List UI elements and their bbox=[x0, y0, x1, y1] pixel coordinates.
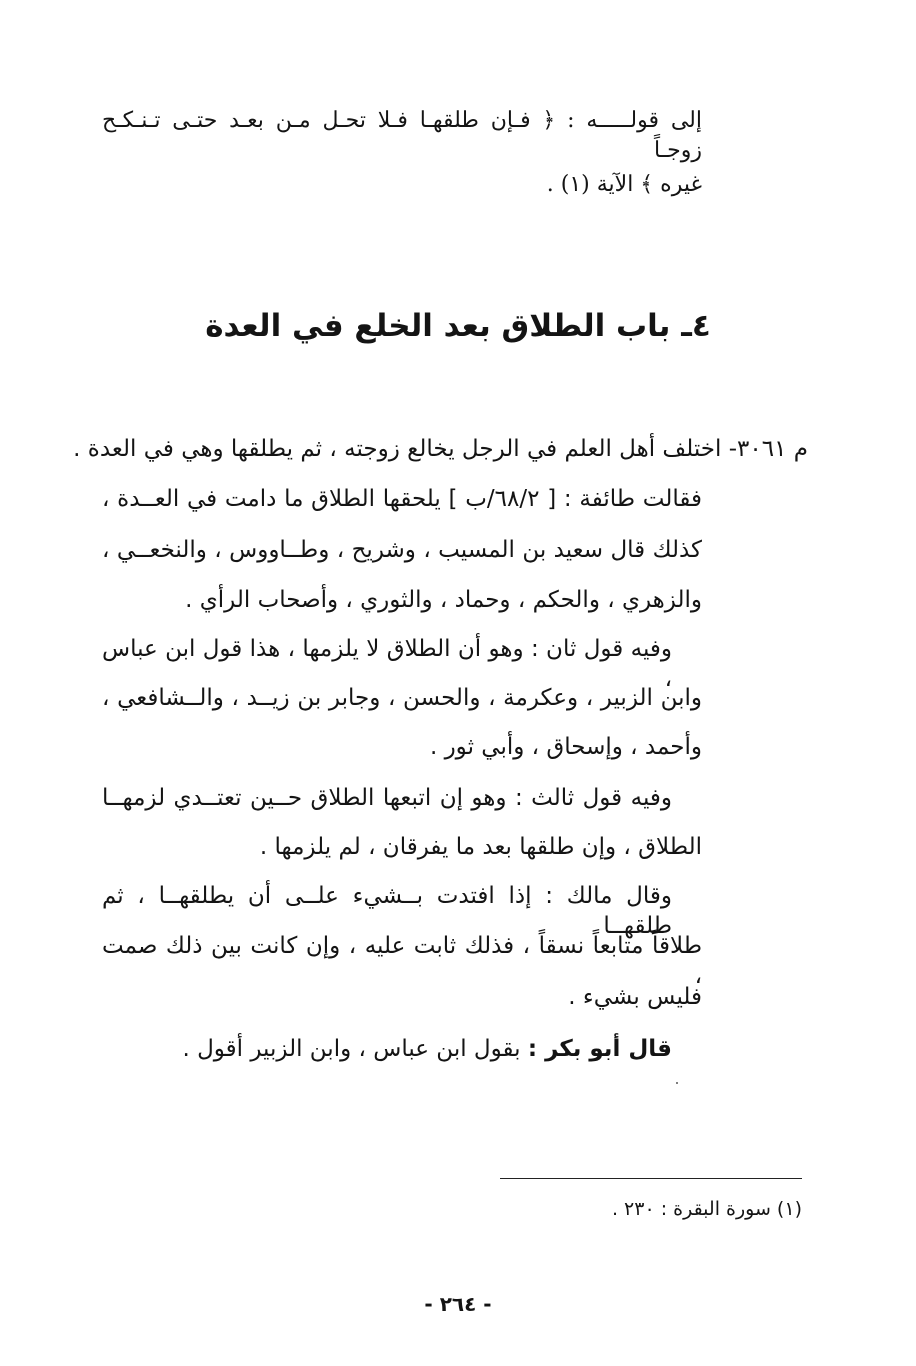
paragraph-line-3: كذلك قال سعيد بن المسيب ، وشريح ، وطــاووس ، والنخعــي ، bbox=[102, 537, 702, 563]
conclusion-line bbox=[102, 1034, 672, 1064]
print-speck bbox=[676, 1082, 678, 1084]
quran-verse-line-2: غيره ﴾ الآية (١) . bbox=[546, 172, 702, 197]
paragraph-line-6: وابن الزبير ، وعكرمة ، والحسن ، وجابر بن زيــد ، والــشافعي ، bbox=[102, 685, 702, 711]
paragraph-line-10: وقال مالك : إذا افتدت بــشيء علــى أن يطلقهــا ، ثم طلقهــا bbox=[102, 883, 672, 939]
quran-verse-line-1: إلى قولـــــه : ﴿ فـإن طلقهـا فـلا تحـل مـن بعـد حتـى تـنـكـح زوجـاً bbox=[102, 108, 702, 163]
footnote: (١) سورة البقرة : ٢٣٠ . bbox=[611, 1198, 802, 1220]
paragraph-line-12: فليس بشيء . bbox=[568, 984, 702, 1010]
conclusion-speaker: قال أبو بكر : bbox=[527, 1036, 672, 1062]
paragraph-line-7: وأحمد ، وإسحاق ، وأبي ثور . bbox=[429, 734, 702, 760]
paragraph-line-9: الطلاق ، وإن طلقها بعد ما يفرقان ، لم يلزمها . bbox=[259, 834, 702, 860]
page-number: - ٢٦٤ - bbox=[424, 1292, 492, 1316]
chapter-heading: ٤ـ باب الطلاق بعد الخلع في العدة bbox=[205, 308, 711, 344]
paragraph-line-4: والزهري ، والحكم ، وحماد ، والثوري ، وأصحاب الرأي . bbox=[185, 587, 702, 613]
paragraph-line-8: وفيه قول ثالث : وهو إن اتبعها الطلاق حــين تعتــدي لزمهــا bbox=[102, 785, 672, 811]
footnote-divider bbox=[500, 1178, 802, 1179]
paragraph-line-1: م ٣٠٦١- اختلف أهل العلم في الرجل يخالع زوجته ، ثم يطلقها وهي في العدة . bbox=[73, 436, 808, 462]
paragraph-line-11: طلاقاً متابعاً نسقاً ، فذلك ثابت عليه ، وإن كانت بين ذلك صمت ، bbox=[102, 933, 702, 989]
paragraph-line-2: فقالت طائفة : [ ٦٨/٢/ب ] يلحقها الطلاق ما دامت في العــدة ، bbox=[102, 486, 702, 512]
conclusion-text: بقول ابن عباس ، وابن الزبير أقول . bbox=[182, 1036, 521, 1062]
paragraph-line-5: وفيه قول ثان : وهو أن الطلاق لا يلزمها ، هذا قول ابن عباس ، bbox=[102, 636, 672, 692]
